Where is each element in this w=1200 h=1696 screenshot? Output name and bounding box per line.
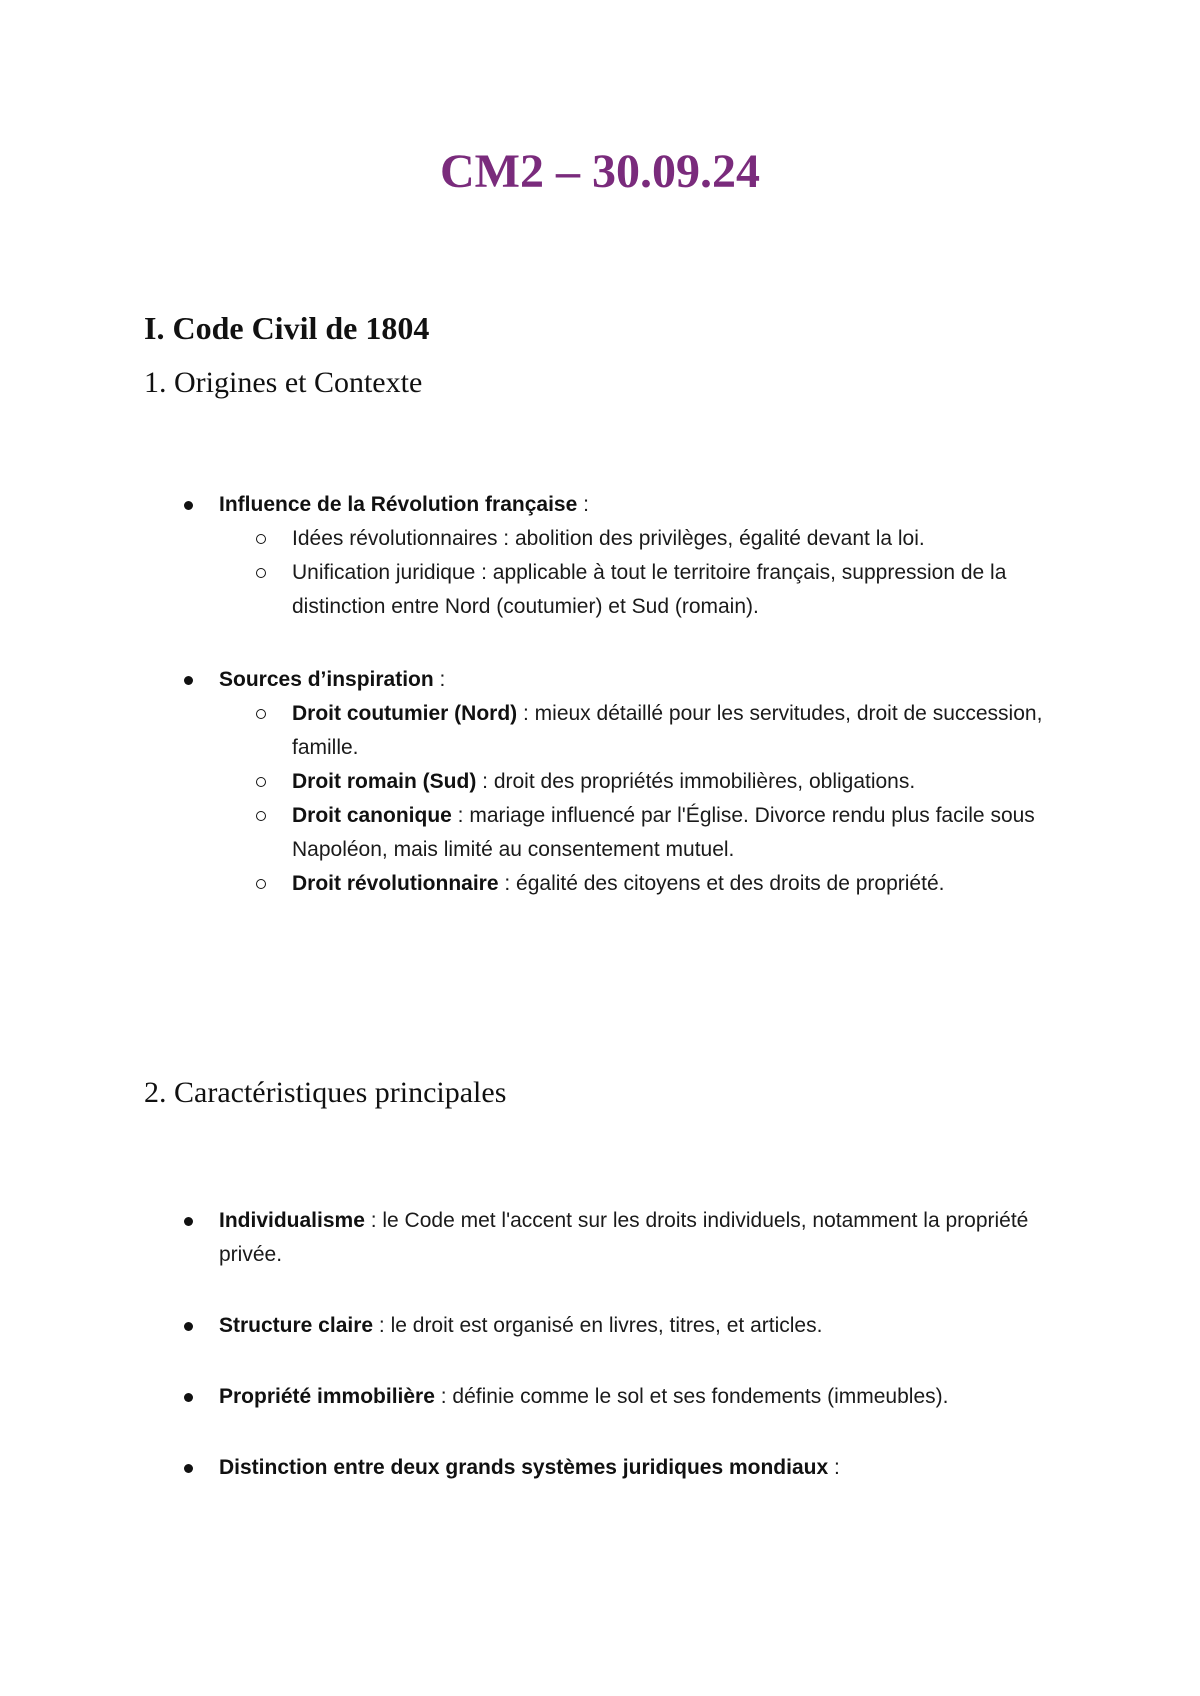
caracteristiques-list-2 bbox=[0, 1309, 1200, 1343]
item-label: Sources d’inspiration bbox=[219, 668, 434, 691]
list-item bbox=[0, 1204, 1200, 1272]
item-text: Unification juridique : applicable à tout le territoire français, suppression de la distinction entre Nord (coutumier) et Sud (romain). bbox=[292, 561, 1007, 618]
item-text: : égalité des citoyens et des droits de propriété. bbox=[498, 872, 945, 895]
sub-bullet-icon bbox=[256, 709, 266, 719]
sub-bullet-icon bbox=[256, 777, 266, 787]
subsection-heading-caracteristiques: 2. Caractéristiques principales bbox=[144, 1076, 507, 1109]
bullet-icon bbox=[184, 676, 193, 685]
section-heading-code-civil: I. Code Civil de 1804 bbox=[144, 310, 430, 346]
item-text: : le droit est organisé en livres, titres, et articles. bbox=[373, 1314, 823, 1337]
list-item bbox=[0, 1451, 1200, 1485]
sub-bullet-icon bbox=[256, 879, 266, 889]
sub-bullet-icon bbox=[256, 568, 266, 578]
bullet-icon bbox=[184, 1464, 193, 1473]
item-text: : mariage influencé par l'Église. Divorce rendu plus facile sous Napoléon, mais limité au consentement mutuel. bbox=[292, 804, 1035, 861]
caracteristiques-list-3 bbox=[0, 1380, 1200, 1414]
document-title: CM2 – 30.09.24 bbox=[440, 145, 760, 198]
item-label: Droit révolutionnaire bbox=[292, 872, 499, 895]
sources-list bbox=[0, 663, 1200, 901]
item-label: Propriété immobilière bbox=[219, 1385, 435, 1408]
sub-list-item bbox=[0, 697, 1200, 765]
list-item bbox=[0, 488, 1200, 522]
sub-list-item bbox=[0, 799, 1200, 867]
item-label: Droit romain (Sud) bbox=[292, 770, 477, 793]
item-text: Idées révolutionnaires : abolition des privilèges, égalité devant la loi. bbox=[292, 527, 925, 550]
sub-list-item bbox=[0, 765, 1200, 799]
caracteristiques-list-1 bbox=[0, 1204, 1200, 1272]
list-item bbox=[0, 663, 1200, 697]
item-text: : droit des propriétés immobilières, obligations. bbox=[476, 770, 916, 793]
item-label: Distinction entre deux grands systèmes juridiques mondiaux bbox=[219, 1456, 829, 1479]
list-item bbox=[0, 1309, 1200, 1343]
item-text: : bbox=[828, 1456, 840, 1479]
item-label: Droit coutumier (Nord) bbox=[292, 702, 518, 725]
item-label: Structure claire bbox=[219, 1314, 374, 1337]
sub-bullet-icon bbox=[256, 811, 266, 821]
bullet-icon bbox=[184, 1217, 193, 1226]
bullet-icon bbox=[184, 1393, 193, 1402]
sub-bullet-icon bbox=[256, 534, 266, 544]
subsection-heading-origines: 1. Origines et Contexte bbox=[144, 366, 423, 399]
item-text: : mieux détaillé pour les servitudes, droit de succession, famille. bbox=[292, 702, 1043, 759]
item-text: : définie comme le sol et ses fondements (immeubles). bbox=[434, 1385, 949, 1408]
item-label: Droit canonique bbox=[292, 804, 452, 827]
item-text: : bbox=[433, 668, 446, 691]
item-text: : le Code met l'accent sur les droits individuels, notamment la propriété privée. bbox=[219, 1209, 1029, 1266]
origines-list bbox=[0, 488, 1200, 624]
sub-list-item bbox=[0, 556, 1200, 624]
bullet-icon bbox=[184, 1322, 193, 1331]
sub-list-item bbox=[0, 522, 1200, 556]
item-text: : bbox=[577, 493, 589, 516]
sub-list-item bbox=[0, 867, 1200, 901]
caracteristiques-list-4 bbox=[0, 1451, 1200, 1485]
item-label: Individualisme bbox=[219, 1209, 365, 1232]
bullet-icon bbox=[184, 501, 193, 510]
item-label: Influence de la Révolution française bbox=[219, 493, 578, 516]
list-item bbox=[0, 1380, 1200, 1414]
